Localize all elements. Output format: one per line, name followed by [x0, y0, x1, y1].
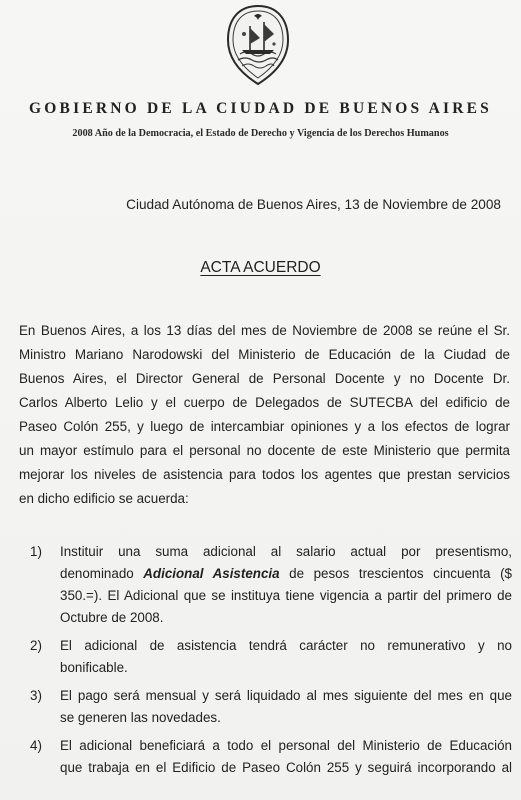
item-line-after: de pesos trescientos cincuenta ($: [279, 566, 512, 581]
adicional-asistencia-term: Adicional Asistencia: [143, 566, 280, 581]
place-date: Ciudad Autónoma de Buenos Aires, 13 de Noviembre de 2008: [126, 197, 501, 212]
item-line: Instituir una suma adicional al salario actual por presentismo,: [60, 544, 512, 559]
item-number: 1): [30, 544, 42, 559]
intro-line: un mayor estímulo para el personal no docente de este Ministerio que permita: [19, 443, 510, 458]
intro-line: en dicho edificio se acuerda:: [19, 491, 189, 506]
intro-line: Carlos Alberto Lelio y el cuerpo de Delegados de SUTECBA del edificio de: [19, 395, 510, 410]
item-line: 350.=). El Adicional que se instituya tiene vigencia a partir del primero de: [60, 588, 512, 603]
intro-line: Paseo Colón 255, y luego de intercambiar opiniones y a los efectos de lograr: [19, 419, 510, 434]
document-title-text: ACTA ACUERDO: [200, 259, 321, 276]
item-line: bonificable.: [60, 660, 128, 675]
item-line: El adicional de asistencia tendrá carácter no remunerativo y no: [60, 638, 512, 653]
intro-line: Buenos Aires, el Director General de Personal Docente y no Docente Dr.: [19, 371, 510, 386]
government-heading: GOBIERNO DE LA CIUDAD DE BUENOS AIRES: [29, 100, 492, 117]
intro-line: En Buenos Aires, a los 13 días del mes de Noviembre de 2008 se reúne el Sr.: [19, 323, 510, 338]
intro-line: mejorar los niveles de asistencia para todos los agentes que prestan servicios: [19, 467, 510, 482]
item-number: 2): [30, 638, 42, 653]
item-line: que trabaja en el Edificio de Paseo Colón 255 y seguirá incorporando al: [60, 760, 512, 775]
item-line: El pago será mensual y será liquidado al mes siguiente del mes en que: [60, 688, 512, 703]
item-number: 3): [30, 688, 42, 703]
intro-paragraph: [19, 319, 510, 511]
list-item: [30, 541, 512, 629]
agreement-list: [30, 541, 512, 785]
document-title: [0, 259, 521, 277]
item-line-emphasis: [60, 563, 512, 585]
list-item: [30, 735, 512, 779]
item-line: El adicional beneficiará a todo el personal del Ministerio de Educación: [60, 738, 512, 753]
item-number: 4): [30, 738, 42, 753]
year-motto: 2008 Año de la Democracia, el Estado de Derecho y Vigencia de los Derechos Humanos: [72, 128, 449, 139]
intro-line: Ministro Mariano Narodowski del Ministerio de Educación de la Ciudad de: [19, 347, 510, 362]
list-item: [30, 685, 512, 729]
item-line: se generen las novedades.: [60, 710, 221, 725]
item-line: Octubre de 2008.: [60, 610, 164, 625]
item-line-before: denominado: [60, 566, 144, 581]
coat-of-arms-seal-icon: [226, 4, 290, 86]
list-item: [30, 635, 512, 679]
